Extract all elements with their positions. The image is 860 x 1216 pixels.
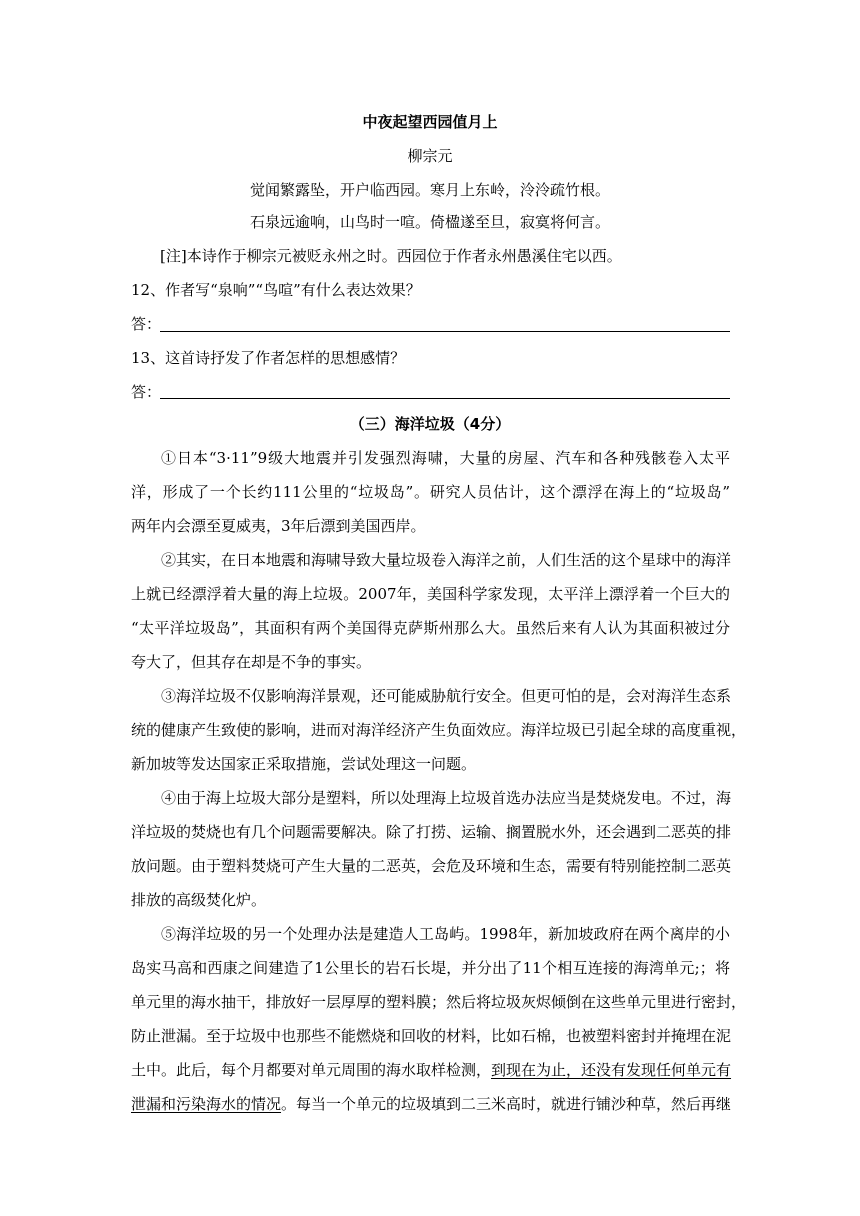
paragraph-line: ①日本“3·11”9级大地震并引发强烈海啸，大量的房屋、汽车和各种残骸卷入太平 <box>161 449 730 467</box>
paragraph-line: 上就已经漂浮着大量的海上垃圾。2007年，美国科学家发现，太平洋上漂浮着一个巨大的 <box>131 585 730 603</box>
paragraph-line <box>131 1060 730 1094</box>
poem-note: [注]本诗作于柳宗元被贬永州之时。西园位于作者永州愚溪住宅以西。 <box>160 247 622 265</box>
paragraph-text: 。每当一个单元的垃圾填到二三米高时，就进行铺沙种草，然后再继 <box>281 1095 732 1113</box>
answer-label-12: 答： <box>131 315 162 333</box>
paragraph-line: 夸大了，但其存在却是不争的事实。 <box>131 653 372 671</box>
question-13: 13、这首诗抒发了作者怎样的思想感情？ <box>131 349 406 367</box>
paragraph-5 <box>131 924 747 1128</box>
paragraph-2 <box>131 550 730 686</box>
paragraph-line: “太平洋垃圾岛”，其面积有两个美国得克萨斯州那么大。虽然后来有人认为其面积被过分 <box>131 619 730 637</box>
paragraph-1 <box>131 448 730 550</box>
paragraph-3 <box>131 686 747 788</box>
underlined-text: 到现在为止，还没有发现任何单元有 <box>491 1061 732 1079</box>
answer-label-13: 答： <box>131 383 162 401</box>
paragraph-line <box>131 1094 730 1128</box>
paragraph-line: 防止泄漏。至于垃圾中也那些不能燃烧和回收的材料，比如石棉，也被塑料密封并掩埋在泥 <box>131 1027 732 1045</box>
underlined-text: 泄漏和污染海水的情况 <box>131 1095 282 1113</box>
paragraph-line: 岛实马高和西康之间建造了1公里长的岩石长堤，并分出了11个相互连接的海湾单元;；将 <box>131 959 730 977</box>
answer-field-13[interactable] <box>160 398 730 399</box>
poem-title: 中夜起望西园值月上 <box>362 113 498 131</box>
paragraph-line: ④由于海上垃圾大部分是塑料，所以处理海上垃圾首选办法应当是焚烧发电。不过，海 <box>161 789 732 807</box>
poem-author: 柳宗元 <box>407 147 453 165</box>
paragraph-line: 新加坡等发达国家正采取措施，尝试处理这一问题。 <box>131 755 477 773</box>
answer-field-12[interactable] <box>160 331 730 332</box>
paragraph-line: 统的健康产生致使的影响，进而对海洋经济产生负面效应。海洋垃圾已引起全球的高度重视， <box>131 721 747 739</box>
paragraph-line: ②其实，在日本地震和海啸导致大量垃圾卷入海洋之前，人们生活的这个星球中的海洋 <box>161 551 732 569</box>
paragraph-text: 土中。此后，每个月都要对单元周围的海水取样检测， <box>131 1061 492 1079</box>
question-12: 12、作者写“泉响”“鸟喧”有什么表达效果？ <box>131 281 421 299</box>
paragraph-4 <box>131 788 730 924</box>
paragraph-line: 放问题。由于塑料焚烧可产生大量的二恶英，会危及环境和生态，需要有特别能控制二恶英 <box>131 857 732 875</box>
paragraph-line: 洋垃圾的焚烧也有几个问题需要解决。除了打捞、运输、搁置脱水外，还会遇到二恶英的排 <box>131 823 732 841</box>
paragraph-line: ③海洋垃圾不仅影响海洋景观，还可能威胁航行安全。但更可怕的是，会对海洋生态系 <box>161 687 732 705</box>
paragraph-line: 洋，形成了一个长约111公里的“垃圾岛”。研究人员估计，这个漂浮在海上的“垃圾岛” <box>131 483 730 501</box>
paragraph-line: 两年内会漂至夏威夷，3年后漂到美国西岸。 <box>131 517 426 535</box>
section-heading: （三）海洋垃圾（4分） <box>349 415 511 433</box>
paragraph-line: 单元里的海水抽干，排放好一层厚厚的塑料膜；然后将垃圾灰烬倾倒在这些单元里进行密封， <box>131 993 747 1011</box>
poem-line-2: 石泉远逾响，山鸟时一喧。倚楹遂至旦，寂寞将何言。 <box>249 213 610 231</box>
paragraph-line: 排放的高级焚化炉。 <box>131 891 267 909</box>
paragraph-line: ⑤海洋垃圾的另一个处理办法是建造人工岛屿。1998年，新加坡政府在两个离岸的小 <box>161 925 730 943</box>
poem-line-1: 觉闻繁露坠，开户临西园。寒月上东岭，泠泠疏竹根。 <box>249 181 610 199</box>
